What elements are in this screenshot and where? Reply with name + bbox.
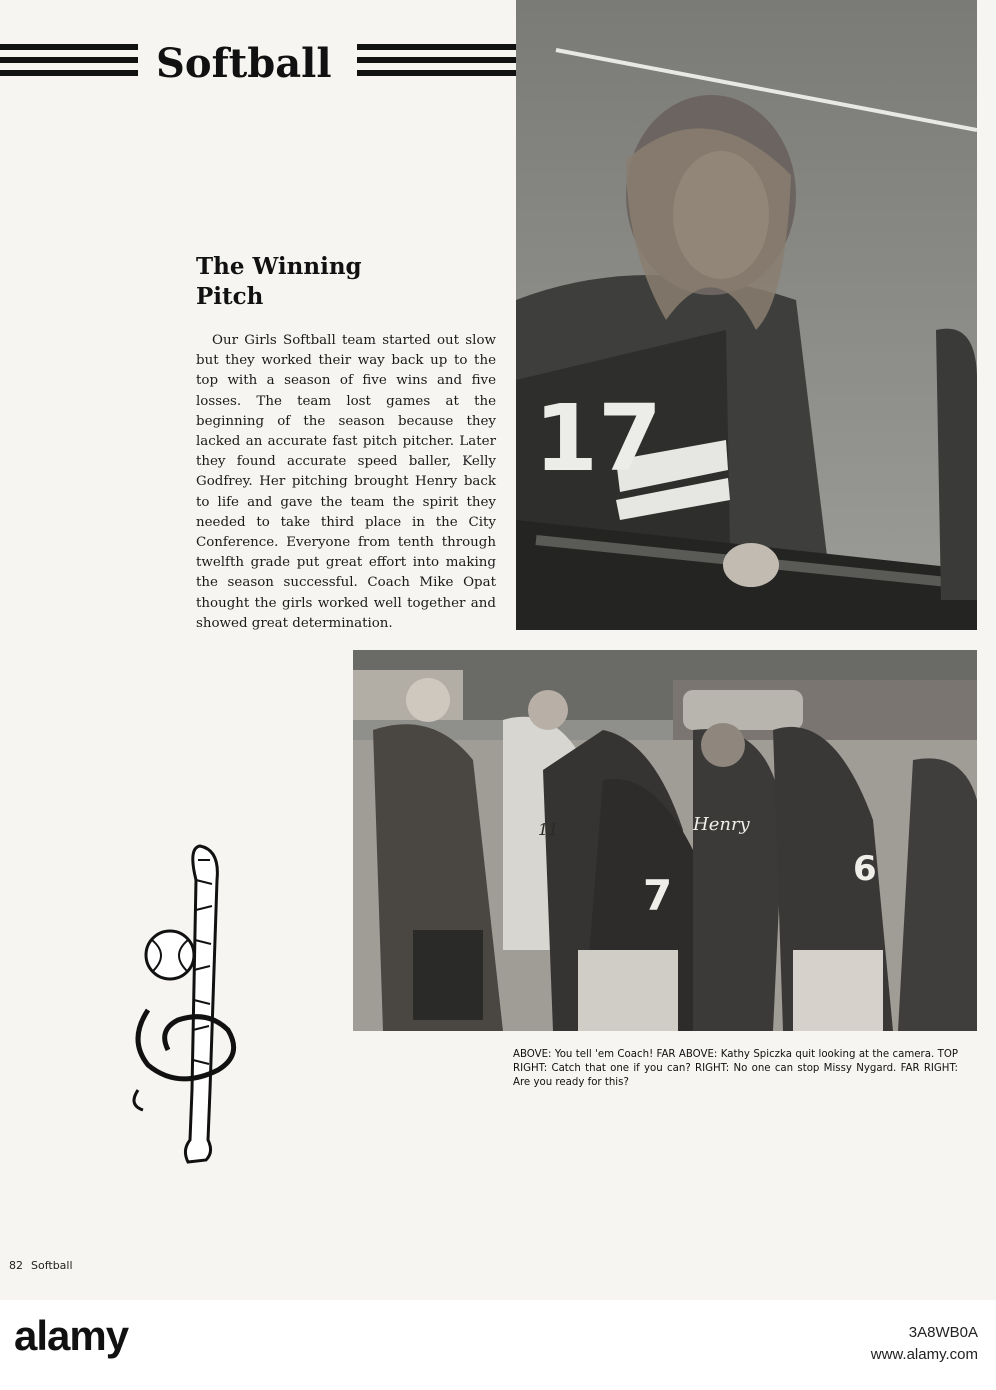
team-dugout-photo (353, 650, 977, 1031)
jersey-number-6: 6 (853, 849, 877, 889)
stock-site: www.alamy.com (870, 1346, 978, 1363)
stock-footer (0, 1300, 996, 1390)
team-dugout-photo-art (353, 650, 977, 1031)
stock-info (871, 1322, 978, 1366)
article-headline (196, 252, 396, 312)
pitcher-photo (516, 0, 977, 630)
pitcher-photo-art (516, 0, 977, 630)
headline-line-1: The Winning (196, 253, 362, 280)
henry-jersey-number: 11 (538, 820, 559, 839)
jersey-number-7: 7 (643, 871, 673, 920)
header-rules-left (0, 44, 138, 83)
headline-line-2: Pitch (196, 283, 264, 310)
page-number: 82 (9, 1259, 23, 1272)
section-name: Softball (31, 1259, 73, 1272)
photo-caption: ABOVE: You tell 'em Coach! FAR ABOVE: Kathy Spiczka quit looking at the camera. TOP RIGHT: Catch that one if you can? RIGHT: No one can stop Missy Nygard. FAR RIGHT: Are you ready for this? (513, 1049, 958, 1088)
jersey-number-17: 17 (534, 385, 663, 492)
henry-jersey-text: Henry (693, 814, 750, 835)
header-rules-right (357, 44, 517, 83)
bat-and-ball-illustration (118, 840, 248, 1170)
page-footer (9, 1259, 81, 1272)
article-body: Our Girls Softball team started out slow but they worked their way back up to the top with a season of five wins and five losses. The team lost games at the beginning of the season because they lacked an accurate fast pitch pitcher. Later they found accurate speed baller, Kelly Godfrey. Her pitching brought Henry back to life and gave the team the spirit they needed to take third place in the City Conference. Everyone from tenth through twelfth grade put great effort into making the season successful. Coach Mike Opat thought the girls worked well together and showed great determination. (196, 333, 496, 631)
page-title: Softball (156, 40, 332, 87)
image-id: 3A8WB0A (908, 1324, 978, 1341)
stock-logo: alamy (14, 1312, 129, 1359)
